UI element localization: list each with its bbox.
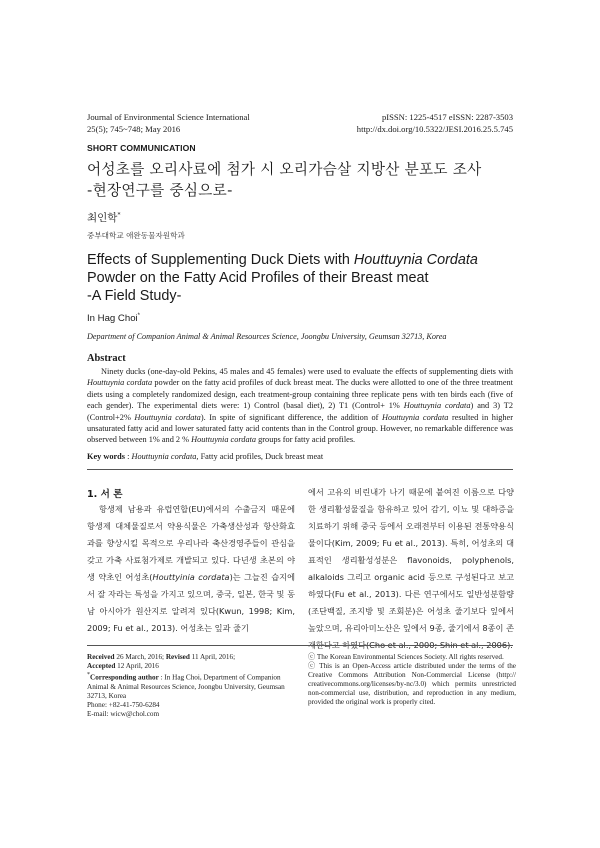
korean-title-line1: 어성초를 오리사료에 첨가 시 오리가슴살 지방산 분포도 조사 (87, 161, 482, 178)
korean-author-mark: * (117, 211, 121, 219)
doi-link[interactable]: http://dx.doi.org/10.5322/JESI.2016.25.5.745 (356, 124, 513, 134)
keywords-rest: , Fatty acid profiles, Duck breast meat (196, 452, 324, 461)
intro-right-column: 에서 고유의 비린내가 나기 때문에 붙여진 이름으로 다양한 생리활성물질을 함유하고 있어 감기, 이뇨 및 대하증을 치료하기 위해 중국 등에서 오래전부터 이용된 전통약용식물이다(Kim, 2009; Fu et al., 2013). 특히, 어성초의 대표적인 생리활성성분은 flavonoids, polyphenols, alkaloids 그리고 organic acid 등으로 구성된다고 보고하였다(Fu et al., 2013). 다른 연구에서도 일반성분함량(조단백질, 조지방 및 조회분)은 어성초 줄기보다 잎에서 높았으며, 유리아미노산은 잎에서 9종, 줄기에서 8종이 존재한다고 하였다(Cho et al., 2000; Shin et al., 2006). (308, 487, 514, 650)
abstract-segment: ) and 3) T2 (Control+2% (87, 401, 513, 422)
journal-header-right (283, 111, 513, 135)
abstract-species: Houttuynia cordata (403, 401, 471, 411)
journal-volume: 25(5); 745~748; May 2016 (87, 124, 181, 134)
abstract-segment: powder on the fatty acid profiles of duck breast meat. The ducks were allotted to one of the three treatment diets using a completely randomized design, each treatment-group containing three replicate pens with ten birds each (five of each gender). The experimental diets were: 1) Control (basal diet), 2) T1 (Control+ 1% (87, 378, 513, 411)
intro-text: )는 그늘진 습지에서 잘 자라는 특성을 가지고 있으며, 중국, 일본, 한국 및 동남 아시아가 원산지로 알려져 있다(Kwun, 1998; Kim, 2009; Fu et al., 2013). 어성초는 잎과 줄기 (87, 572, 296, 633)
email[interactable]: E-mail: wicw@chol.com (87, 709, 160, 718)
dates-line2 (87, 662, 297, 671)
english-title-text: Effects of Supplementing Duck Diets with (87, 252, 354, 268)
abstract-species: Houttuynia cordata (382, 412, 449, 422)
received-date: 26 March, 2016; (114, 653, 166, 661)
copyright: ⓒ The Korean Environmental Sciences Society. All rights reserved. (308, 653, 504, 661)
keywords-label: Key words (87, 452, 126, 461)
english-author-mark: * (137, 313, 141, 319)
issn: pISSN: 1225-4517 eISSN: 2287-3503 (381, 112, 513, 122)
abstract-species: Houttuynia cordata (87, 378, 153, 388)
keywords-separator: : (125, 452, 132, 461)
english-author-name: In Hag Choi (87, 313, 138, 325)
abstract-species: Houttuynia cordata (134, 412, 201, 422)
divider (87, 469, 513, 470)
corr-label: Corresponding author (90, 673, 159, 682)
keyword-species: Houttuynia cordata (131, 452, 197, 461)
corr-text: : In Hag Choi, Department of Companion Animal & Animal Resources Science, Joongbu University, Geumsan 32713, Korea (87, 673, 285, 700)
intro-species: Houttyinia cordata (152, 572, 230, 582)
english-title-species: Houttuynia Cordata (353, 252, 478, 268)
abstract-species: Houttuynia cordata (191, 435, 257, 445)
keywords (87, 451, 513, 462)
korean-author-name: 최인학 (87, 212, 118, 224)
section-label: SHORT COMMUNICATION (87, 143, 196, 153)
english-author (87, 313, 140, 324)
abstract-segment: Ninety ducks (one-day-old Pekins, 45 males and 45 females) were used to evaluate the effects of supplementing diets with (101, 367, 513, 376)
corr-mark: * (87, 672, 90, 679)
abstract-segment: groups for fatty acid profiles. (256, 435, 356, 445)
corresponding-author (87, 671, 297, 701)
english-title (87, 251, 527, 305)
korean-title (87, 159, 527, 201)
license: ⓒ This is an Open-Access article distributed under the terms of the Creative Commons Attribution Non-Commercial License (http:// creativecommons.org/licenses/by-nc/3.0) which permits unrestricted non-commercial use, distribution, and reproduction in any medium, provided the original work is properly cited. (308, 662, 516, 707)
footnote-divider (87, 645, 513, 646)
revised-label: Revised (165, 653, 190, 661)
abstract-heading: Abstract (87, 353, 126, 364)
korean-author (87, 210, 120, 225)
korean-title-line2: -현장연구를 중심으로- (87, 182, 233, 199)
footnote-left (87, 653, 297, 719)
english-title-line1 (87, 251, 527, 269)
accepted-label: Accepted (87, 662, 116, 671)
received-label: Received (87, 653, 115, 661)
revised-date: 11 April, 2016; (189, 653, 236, 661)
footnote-right (308, 653, 516, 708)
phone: Phone: +82-41-750-6284 (87, 700, 160, 709)
dates-line1 (87, 653, 297, 662)
section-heading-intro: 1. 서 론 (87, 489, 123, 500)
english-title-line3: -A Field Study- (87, 288, 182, 304)
journal-name: Journal of Environmental Science International (87, 112, 250, 122)
english-title-line2: Powder on the Fatty Acid Profiles of their Breast meat (87, 270, 429, 286)
accepted-date: 12 April, 2016 (115, 662, 159, 671)
abstract-segment: ). In spite of significant difference, the addition of (200, 412, 382, 422)
abstract-segment: resulted in higher unsaturated fatty acid and lower saturated fatty acid contents than in the Control group. However, no remarkable difference was observed between 1% and 2 % (87, 412, 513, 445)
abstract-text (87, 366, 513, 446)
english-affiliation: Department of Companion Animal & Animal Resources Science, Joongbu University, Geumsan 32713, Korea (87, 332, 447, 341)
intro-left-column (87, 501, 295, 637)
korean-affiliation: 중부대학교 애완동물자원학과 (87, 231, 185, 240)
intro-text: 항생제 남용과 유럽연합(EU)에서의 수출금지 때문에 항생제 대체물질로서 약용식물은 가축생산성과 항산화효과를 향상시킬 목적으로 우리나라 축산경영주들이 관심을 갖고 가축 사료첨가제로 개발되고 있다. 다년생 초본의 야생 약초인 어성초( (87, 504, 295, 582)
